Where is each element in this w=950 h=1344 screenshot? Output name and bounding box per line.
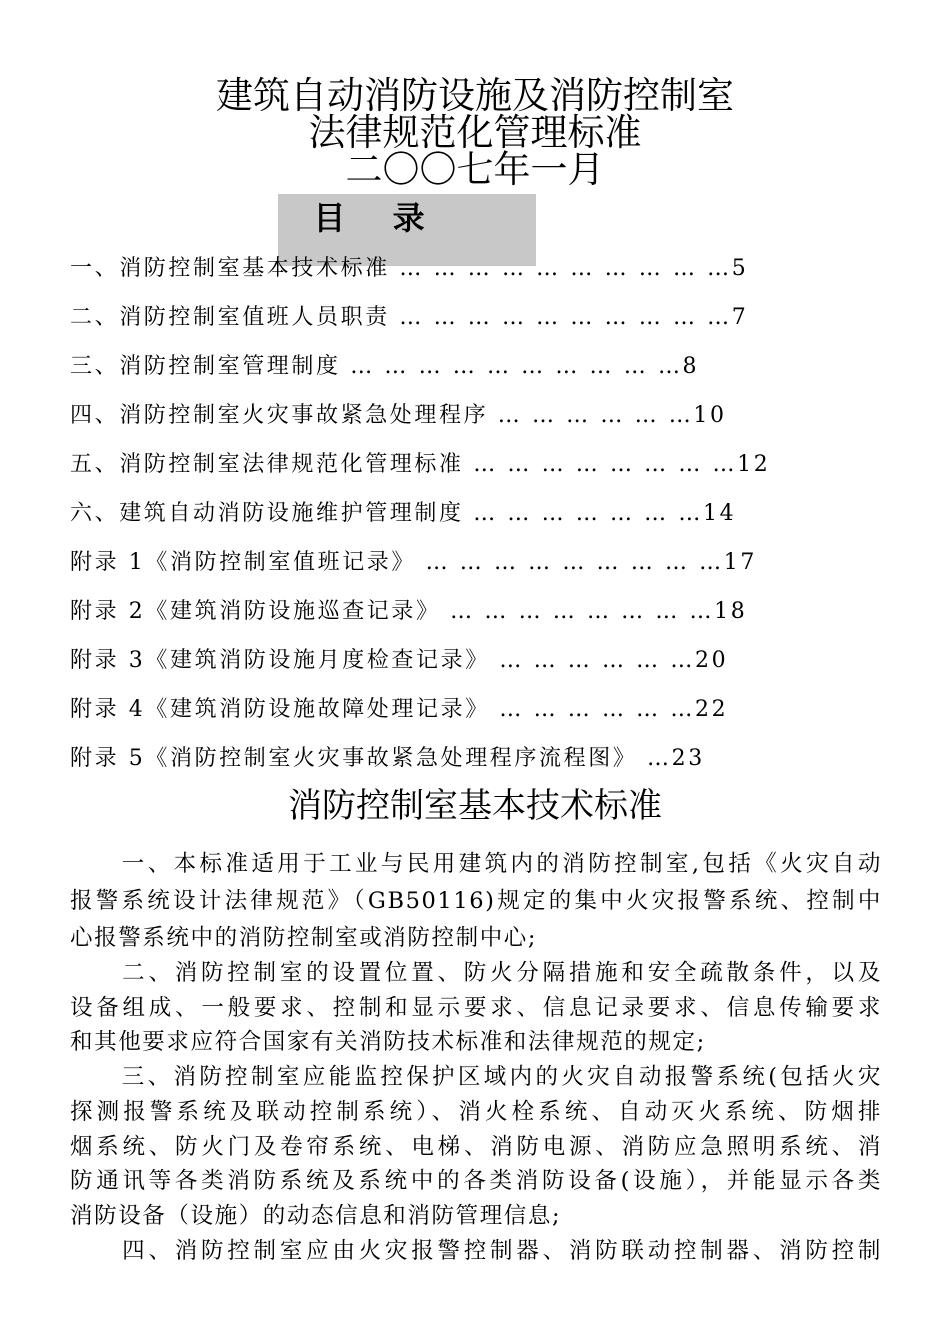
- section-title: 消防控制室基本技术标准: [288, 786, 662, 826]
- paragraph-2-line-2: 设备组成、一般要求、控制和显示要求、信息记录要求、信息传输要求: [70, 995, 882, 1021]
- toc-entry-text: 六、建筑自动消防设施维护管理制度: [70, 501, 464, 526]
- toc-page-number: 8: [682, 354, 700, 379]
- toc-entry-text: 一、消防控制室基本技术标准: [70, 256, 390, 281]
- toc-page-number: 7: [731, 305, 749, 330]
- toc-entry-1: [70, 254, 930, 284]
- toc-page-number: 12: [737, 452, 771, 477]
- toc-entry-appendix-2: [70, 597, 930, 627]
- paragraph-3-line-1: 三、消防控制室应能监控保护区域内的火灾自动报警系统(包括火灾: [120, 1064, 882, 1090]
- toc-leader-dots: … … … … … …: [489, 648, 695, 673]
- paragraph-1-line-3: 心报警系统中的消防控制室或消防控制中心;: [70, 925, 538, 951]
- toc-entry-text: 附录 3《建筑消防设施月度检查记录》: [70, 648, 490, 673]
- toc-page-number: 10: [693, 403, 727, 428]
- toc-entry-appendix-5: [70, 744, 930, 774]
- toc-leader-dots: … … … … … … … … …: [416, 550, 724, 575]
- toc-entry-text: 二、消防控制室值班人员职责: [70, 305, 390, 330]
- toc-entry-text: 四、消防控制室火灾事故紧急处理程序: [70, 403, 489, 428]
- toc-leader-dots: … … … … … … … … … …: [389, 305, 732, 330]
- toc-page-number: 20: [694, 648, 729, 673]
- toc-leader-dots: …: [637, 746, 672, 771]
- toc-heading: 目 录: [313, 199, 443, 237]
- paragraph-2-line-3: 和其他要求应符合国家有关消防技术标准和法律规范的规定;: [70, 1029, 706, 1055]
- toc-entry-appendix-4: [70, 695, 930, 725]
- paragraph-3-line-5: 消防设备（设施）的动态信息和消防管理信息;: [70, 1203, 562, 1229]
- toc-entry-text: 五、消防控制室法律规范化管理标准: [70, 452, 464, 477]
- toc-leader-dots: … … … … … … … … … …: [340, 354, 683, 379]
- document-title-line-1: 建筑自动消防设施及消防控制室: [216, 74, 734, 117]
- paragraph-3-line-3: 烟系统、防火门及卷帘系统、电梯、消防电源、消防应急照明系统、消: [70, 1134, 882, 1160]
- toc-leader-dots: … … … … … … …: [463, 501, 703, 526]
- toc-leader-dots: … … … … … … … …: [440, 599, 715, 624]
- toc-page-number: 5: [731, 256, 749, 281]
- toc-page-number: 18: [714, 599, 748, 624]
- toc-page-number: 17: [723, 550, 757, 575]
- toc-entry-text: 附录 2《建筑消防设施巡查记录》: [70, 599, 441, 624]
- toc-entry-3: [70, 352, 930, 382]
- toc-entry-4: [70, 401, 930, 431]
- document-date: 二〇〇七年一月: [345, 148, 605, 191]
- toc-entry-text: 三、消防控制室管理制度: [70, 354, 341, 379]
- paragraph-2-line-1: 二、消防控制室的设置位置、防火分隔措施和安全疏散条件，以及: [120, 960, 882, 986]
- toc-entry-appendix-1: [70, 548, 930, 578]
- toc-page-number: 14: [702, 501, 737, 526]
- toc-entry-6: [70, 499, 930, 529]
- toc-entry-appendix-3: [70, 646, 930, 676]
- document-title-line-2: 法律规范化管理标准: [308, 111, 642, 154]
- toc-entry-text: 附录 4《建筑消防设施故障处理记录》: [70, 697, 490, 722]
- paragraph-1-line-2: 报警系统设计法律规范》（GB50116)规定的集中火灾报警系统、控制中: [70, 888, 882, 914]
- toc-entry-2: [70, 303, 930, 333]
- toc-page-number: 22: [694, 697, 729, 722]
- toc-entry-text: 附录 5《消防控制室火灾事故紧急处理程序流程图》: [70, 746, 638, 771]
- paragraph-3-line-2: 探测报警系统及联动控制系统）、消火栓系统、自动灭火系统、防烟排: [70, 1099, 882, 1125]
- paragraph-3-line-4: 防通讯等各类消防系统及系统中的各类消防设备(设施），并能显示各类: [70, 1168, 882, 1194]
- toc-leader-dots: … … … … … …: [488, 403, 694, 428]
- paragraph-1-line-1: 一、本标准适用于工业与民用建筑内的消防控制室,包括《火灾自动: [120, 851, 882, 877]
- toc-leader-dots: … … … … … …: [489, 697, 695, 722]
- toc-entry-text: 附录 1《消防控制室值班记录》: [70, 550, 416, 575]
- toc-entry-5: [70, 450, 930, 480]
- toc-page-number: 23: [671, 746, 705, 771]
- toc-leader-dots: … … … … … … … …: [463, 452, 738, 477]
- paragraph-4-line-1: 四、消防控制室应由火灾报警控制器、消防联动控制器、消防控制: [120, 1238, 882, 1264]
- toc-leader-dots: … … … … … … … … … …: [389, 256, 732, 281]
